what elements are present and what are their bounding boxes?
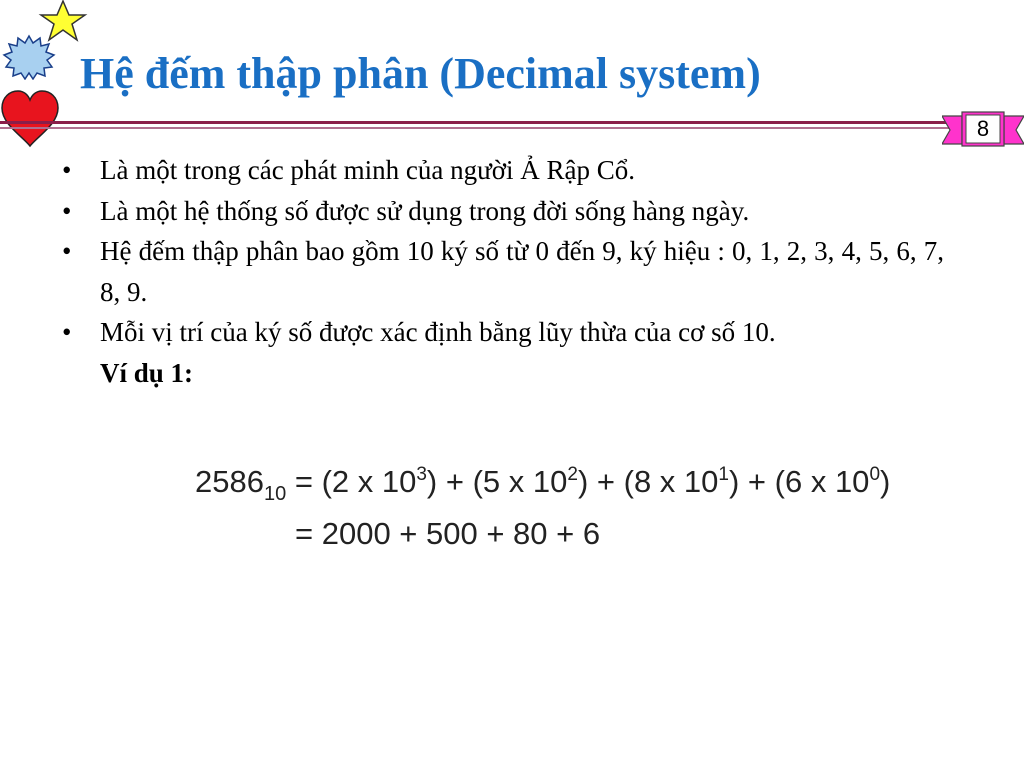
list-item — [62, 231, 944, 312]
bullet-text: Là một hệ thống số được sử dụng trong đời sống hàng ngày. — [100, 195, 750, 226]
list-item — [62, 312, 944, 353]
formula-exponent: 3 — [416, 464, 427, 485]
bullet-text: Hệ đếm thập phân bao gồm 10 ký số từ 0 đến 9, ký hiệu : 0, 1, 2, 3, 4, 5, 6, 7, 8, 9. — [100, 236, 944, 307]
formula-term: (6 x 10 — [774, 464, 870, 499]
formula-term: (5 x 10 — [472, 464, 568, 499]
formula-plus: + — [588, 464, 624, 499]
formula-term: (8 x 10 — [623, 464, 719, 499]
formula-number: 2586 — [195, 464, 264, 499]
formula-line-2: = 2000 + 500 + 80 + 6 — [295, 516, 601, 551]
formula-plus: + — [739, 464, 775, 499]
formula-term-close: ) — [577, 464, 589, 499]
formula-exponent: 2 — [567, 464, 578, 485]
page-number: 8 — [976, 116, 990, 141]
formula-exponent: 0 — [869, 464, 881, 485]
formula-term-close: ) — [728, 464, 740, 499]
bullet-text: Mỗi vị trí của ký số được xác định bằng lũy thừa của cơ số 10. — [100, 317, 776, 347]
example-label: Ví dụ 1: — [100, 357, 194, 388]
formula-line-1 — [195, 456, 890, 508]
bullet-text: Là một trong các phát minh của người Ả Rập Cổ. — [100, 155, 636, 185]
bullet-icon: • — [62, 236, 72, 266]
blue-burst-icon — [2, 34, 56, 80]
formula-equals: = — [286, 464, 322, 499]
formula-term: (2 x 10 — [321, 464, 417, 499]
slide-content — [62, 150, 944, 393]
bullet-list — [62, 150, 944, 353]
formula-term-close: ) — [426, 464, 438, 499]
formula-exponent: 1 — [718, 464, 729, 485]
formula-term-close: ) — [880, 464, 891, 499]
list-item — [62, 150, 944, 191]
title-underline-thin — [0, 127, 960, 129]
title-underline — [0, 121, 960, 124]
formula — [195, 456, 890, 560]
formula-base: 10 — [263, 483, 287, 505]
bullet-icon: • — [62, 195, 72, 226]
heart-icon — [0, 88, 60, 150]
list-item — [62, 191, 944, 232]
formula-plus: + — [437, 464, 473, 499]
slide-title: Hệ đếm thập phân (Decimal system) — [80, 49, 761, 98]
bullet-icon: • — [62, 317, 72, 347]
bullet-icon: • — [62, 155, 72, 185]
